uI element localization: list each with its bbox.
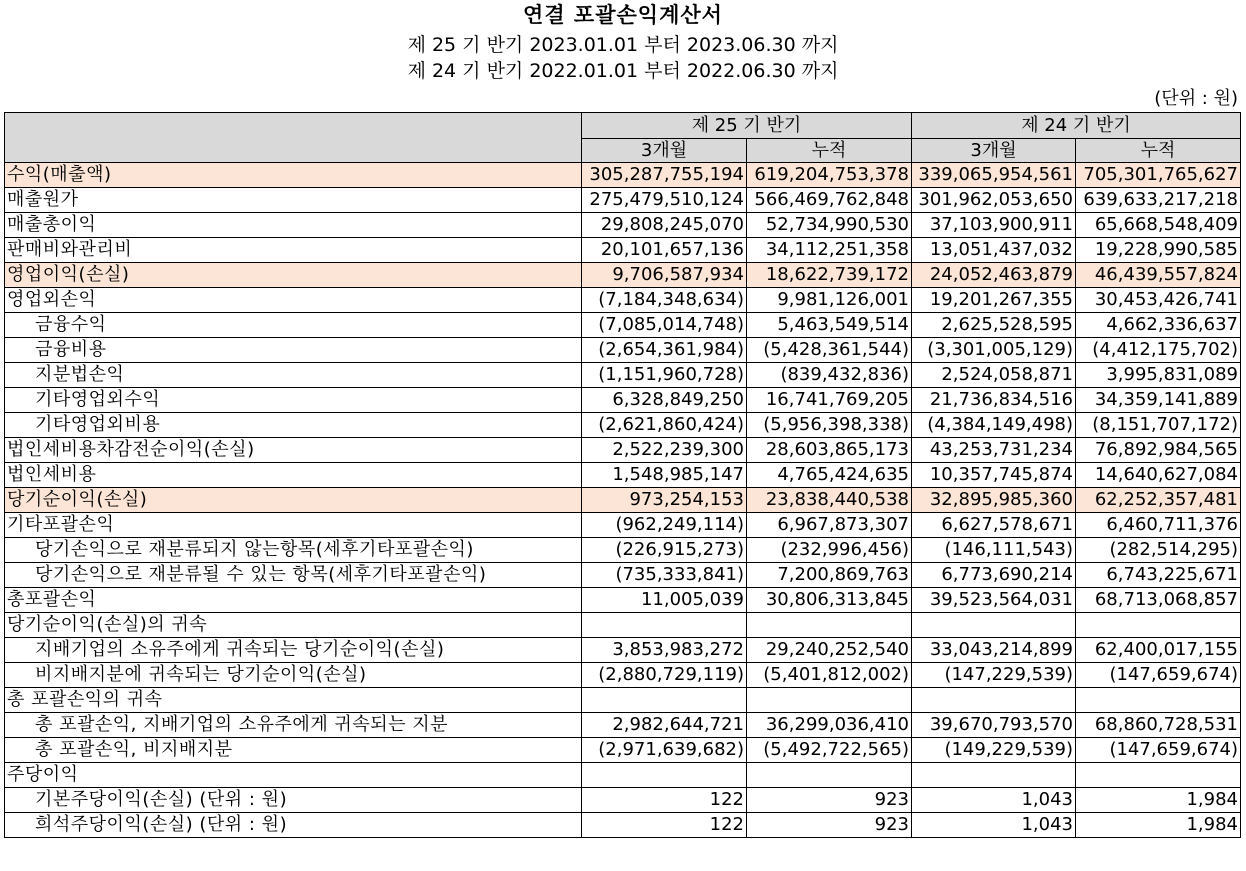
cell-value: 4,765,424,635 <box>747 463 912 488</box>
header-current-3month: 3개월 <box>582 139 747 163</box>
row-label: 주당이익 <box>5 763 582 788</box>
cell-value <box>912 688 1076 713</box>
header-current-cumulative: 누적 <box>747 139 912 163</box>
cell-value: 619,204,753,378 <box>747 163 912 188</box>
header-row-groups <box>5 113 1241 139</box>
cell-value: 43,253,731,234 <box>912 438 1076 463</box>
cell-value: 923 <box>747 813 912 838</box>
table-row <box>5 313 1241 338</box>
table-row <box>5 663 1241 688</box>
row-label: 총 포괄손익, 지배기업의 소유주에게 귀속되는 지분 <box>5 713 582 738</box>
cell-value: 37,103,900,911 <box>912 213 1076 238</box>
cell-value <box>912 763 1076 788</box>
cell-value: 9,981,126,001 <box>747 288 912 313</box>
cell-value: 3,995,831,089 <box>1076 363 1241 388</box>
cell-value <box>1076 613 1241 638</box>
cell-value: (232,996,456) <box>747 538 912 563</box>
cell-value: 122 <box>582 788 747 813</box>
cell-value: 923 <box>747 788 912 813</box>
cell-value: 6,627,578,671 <box>912 513 1076 538</box>
row-label: 비지배지분에 귀속되는 당기순이익(손실) <box>5 663 582 688</box>
table-row <box>5 588 1241 613</box>
cell-value: 62,400,017,155 <box>1076 638 1241 663</box>
cell-value: (3,301,005,129) <box>912 338 1076 363</box>
row-label: 당기손익으로 재분류될 수 있는 항목(세후기타포괄손익) <box>5 563 582 588</box>
header-group-current: 제 25 기 반기 <box>582 113 912 139</box>
cell-value <box>582 613 747 638</box>
cell-value: (5,492,722,565) <box>747 738 912 763</box>
row-label: 기타영업외수익 <box>5 388 582 413</box>
cell-value: 36,299,036,410 <box>747 713 912 738</box>
unit-label: (단위 : 원) <box>1154 88 1238 109</box>
period-current: 제 25 기 반기 2023.01.01 부터 2023.06.30 까지 <box>407 34 839 56</box>
table-row <box>5 288 1241 313</box>
cell-value: 1,043 <box>912 788 1076 813</box>
cell-value: (147,229,539) <box>912 663 1076 688</box>
cell-value: 1,984 <box>1076 788 1241 813</box>
cell-value: 30,806,313,845 <box>747 588 912 613</box>
table-row <box>5 413 1241 438</box>
cell-value: 11,005,039 <box>582 588 747 613</box>
cell-value: 2,522,239,300 <box>582 438 747 463</box>
cell-value <box>1076 763 1241 788</box>
cell-value: 34,112,251,358 <box>747 238 912 263</box>
cell-value: 76,892,984,565 <box>1076 438 1241 463</box>
cell-value: 62,252,357,481 <box>1076 488 1241 513</box>
cell-value: 23,838,440,538 <box>747 488 912 513</box>
cell-value: (282,514,295) <box>1076 538 1241 563</box>
cell-value: 32,895,985,360 <box>912 488 1076 513</box>
cell-value: 5,463,549,514 <box>747 313 912 338</box>
cell-value <box>747 688 912 713</box>
table-row <box>5 488 1241 513</box>
row-label: 금융수익 <box>5 313 582 338</box>
table-row <box>5 613 1241 638</box>
table-row <box>5 263 1241 288</box>
row-label: 판매비와관리비 <box>5 238 582 263</box>
row-label: 기타영업외비용 <box>5 413 582 438</box>
cell-value: 21,736,834,516 <box>912 388 1076 413</box>
row-label: 금융비용 <box>5 338 582 363</box>
cell-value: (7,085,014,748) <box>582 313 747 338</box>
cell-value: 3,853,983,272 <box>582 638 747 663</box>
cell-value: 275,479,510,124 <box>582 188 747 213</box>
cell-value: 34,359,141,889 <box>1076 388 1241 413</box>
cell-value: 29,808,245,070 <box>582 213 747 238</box>
cell-value: 30,453,426,741 <box>1076 288 1241 313</box>
cell-value: 301,962,053,650 <box>912 188 1076 213</box>
row-label: 희석주당이익(손실) (단위 : 원) <box>5 813 582 838</box>
cell-value: 2,625,528,595 <box>912 313 1076 338</box>
row-label: 매출총이익 <box>5 213 582 238</box>
cell-value: 9,706,587,934 <box>582 263 747 288</box>
cell-value: 46,439,557,824 <box>1076 263 1241 288</box>
row-label: 기타포괄손익 <box>5 513 582 538</box>
cell-value: (5,956,398,338) <box>747 413 912 438</box>
cell-value: 7,200,869,763 <box>747 563 912 588</box>
cell-value: 24,052,463,879 <box>912 263 1076 288</box>
row-label: 매출원가 <box>5 188 582 213</box>
cell-value: 14,640,627,084 <box>1076 463 1241 488</box>
table-row <box>5 163 1241 188</box>
table-row <box>5 463 1241 488</box>
cell-value <box>747 763 912 788</box>
cell-value: 65,668,548,409 <box>1076 213 1241 238</box>
cell-value: (2,880,729,119) <box>582 663 747 688</box>
cell-value: 339,065,954,561 <box>912 163 1076 188</box>
table-row <box>5 813 1241 838</box>
table-row <box>5 238 1241 263</box>
cell-value: 28,603,865,173 <box>747 438 912 463</box>
cell-value: (2,654,361,984) <box>582 338 747 363</box>
cell-value: (7,184,348,634) <box>582 288 747 313</box>
cell-value: 16,741,769,205 <box>747 388 912 413</box>
cell-value: 68,713,068,857 <box>1076 588 1241 613</box>
cell-value: 19,228,990,585 <box>1076 238 1241 263</box>
cell-value: 2,524,058,871 <box>912 363 1076 388</box>
cell-value: (8,151,707,172) <box>1076 413 1241 438</box>
cell-value: 20,101,657,136 <box>582 238 747 263</box>
cell-value: 18,622,739,172 <box>747 263 912 288</box>
row-label: 법인세비용차감전순이익(손실) <box>5 438 582 463</box>
cell-value: (2,971,639,682) <box>582 738 747 763</box>
row-label: 영업외손익 <box>5 288 582 313</box>
cell-value: 6,328,849,250 <box>582 388 747 413</box>
table-row <box>5 213 1241 238</box>
header-prior-cumulative: 누적 <box>1076 139 1241 163</box>
cell-value: 39,523,564,031 <box>912 588 1076 613</box>
cell-value: 6,967,873,307 <box>747 513 912 538</box>
row-label: 법인세비용 <box>5 463 582 488</box>
cell-value: (147,659,674) <box>1076 663 1241 688</box>
cell-value: (735,333,841) <box>582 563 747 588</box>
row-label: 영업이익(손실) <box>5 263 582 288</box>
table-row <box>5 538 1241 563</box>
cell-value: (5,428,361,544) <box>747 338 912 363</box>
cell-value: 973,254,153 <box>582 488 747 513</box>
row-label: 지배기업의 소유주에게 귀속되는 당기순이익(손실) <box>5 638 582 663</box>
row-label: 총 포괄손익, 비지배지분 <box>5 738 582 763</box>
cell-value <box>582 688 747 713</box>
cell-value: 29,240,252,540 <box>747 638 912 663</box>
cell-value: 39,670,793,570 <box>912 713 1076 738</box>
statement-title: 연결 포괄손익계산서 <box>523 3 723 27</box>
cell-value: 10,357,745,874 <box>912 463 1076 488</box>
cell-value: 122 <box>582 813 747 838</box>
table-row <box>5 763 1241 788</box>
cell-value: 1,984 <box>1076 813 1241 838</box>
cell-value: 19,201,267,355 <box>912 288 1076 313</box>
cell-value: (5,401,812,002) <box>747 663 912 688</box>
header-prior-3month: 3개월 <box>912 139 1076 163</box>
cell-value <box>747 613 912 638</box>
cell-value <box>912 613 1076 638</box>
table-row <box>5 363 1241 388</box>
row-label: 지분법손익 <box>5 363 582 388</box>
cell-value: 33,043,214,899 <box>912 638 1076 663</box>
cell-value <box>582 763 747 788</box>
table-row <box>5 563 1241 588</box>
cell-value: 6,773,690,214 <box>912 563 1076 588</box>
cell-value: 4,662,336,637 <box>1076 313 1241 338</box>
table-row <box>5 513 1241 538</box>
header-group-prior: 제 24 기 반기 <box>912 113 1241 139</box>
table-row <box>5 338 1241 363</box>
header-account-cell <box>5 113 582 163</box>
cell-value: 705,301,765,627 <box>1076 163 1241 188</box>
cell-value: (4,384,149,498) <box>912 413 1076 438</box>
cell-value: (226,915,273) <box>582 538 747 563</box>
cell-value: 68,860,728,531 <box>1076 713 1241 738</box>
table-row <box>5 713 1241 738</box>
row-label: 총 포괄손익의 귀속 <box>5 688 582 713</box>
cell-value: 1,043 <box>912 813 1076 838</box>
cell-value: 6,460,711,376 <box>1076 513 1241 538</box>
cell-value: (962,249,114) <box>582 513 747 538</box>
table-row <box>5 188 1241 213</box>
row-label: 당기손익으로 재분류되지 않는항목(세후기타포괄손익) <box>5 538 582 563</box>
table-row <box>5 638 1241 663</box>
cell-value: (4,412,175,702) <box>1076 338 1241 363</box>
table-row <box>5 688 1241 713</box>
cell-value: (1,151,960,728) <box>582 363 747 388</box>
cell-value: 52,734,990,530 <box>747 213 912 238</box>
cell-value <box>1076 688 1241 713</box>
cell-value: 639,633,217,218 <box>1076 188 1241 213</box>
row-label: 기본주당이익(손실) (단위 : 원) <box>5 788 582 813</box>
income-statement-table <box>4 112 1241 838</box>
table-row <box>5 738 1241 763</box>
table-row <box>5 788 1241 813</box>
table-row <box>5 438 1241 463</box>
cell-value: 2,982,644,721 <box>582 713 747 738</box>
cell-value: (147,659,674) <box>1076 738 1241 763</box>
cell-value: (839,432,836) <box>747 363 912 388</box>
row-label: 수익(매출액) <box>5 163 582 188</box>
period-prior: 제 24 기 반기 2022.01.01 부터 2022.06.30 까지 <box>407 60 839 82</box>
cell-value: 6,743,225,671 <box>1076 563 1241 588</box>
row-label: 총포괄손익 <box>5 588 582 613</box>
cell-value: (146,111,543) <box>912 538 1076 563</box>
cell-value: 305,287,755,194 <box>582 163 747 188</box>
row-label: 당기순이익(손실)의 귀속 <box>5 613 582 638</box>
cell-value: (2,621,860,424) <box>582 413 747 438</box>
cell-value: (149,229,539) <box>912 738 1076 763</box>
row-label: 당기순이익(손실) <box>5 488 582 513</box>
cell-value: 1,548,985,147 <box>582 463 747 488</box>
cell-value: 13,051,437,032 <box>912 238 1076 263</box>
table-row <box>5 388 1241 413</box>
cell-value: 566,469,762,848 <box>747 188 912 213</box>
